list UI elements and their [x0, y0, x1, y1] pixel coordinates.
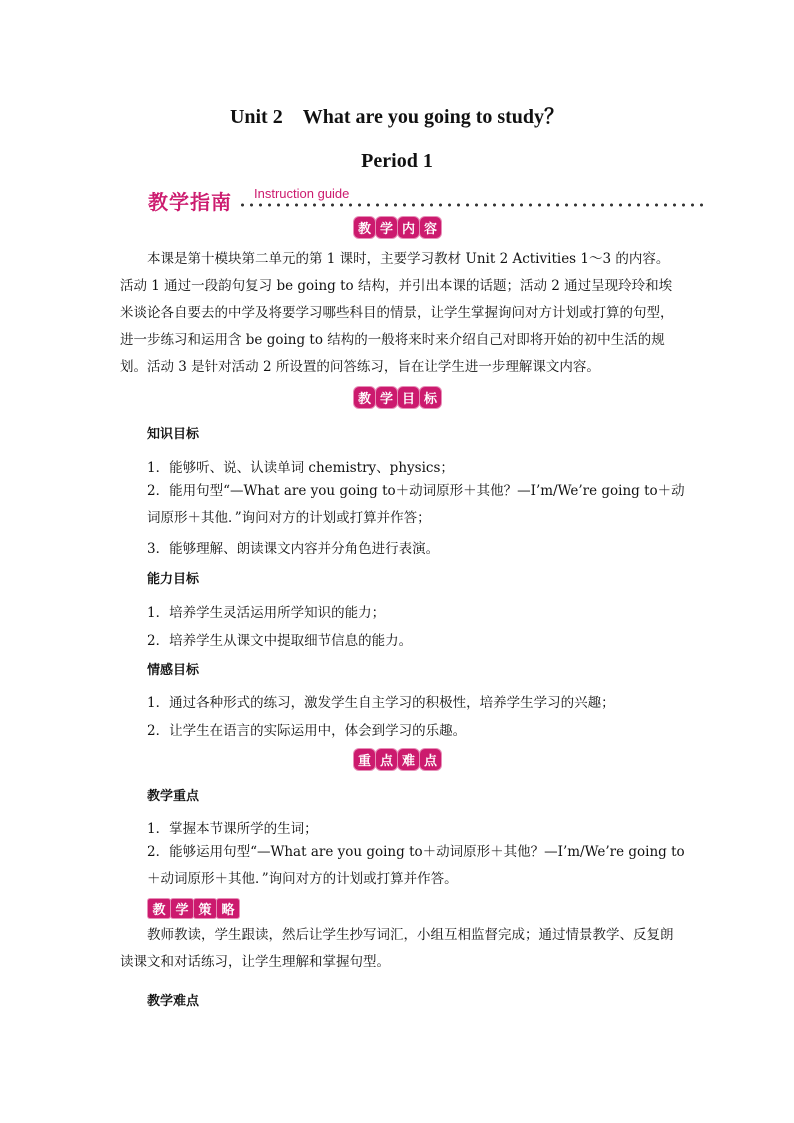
- content-paragraph: 本课是第十模块第二单元的第 1 课时，主要学习教材 Unit 2 Activities 1～3 的内容。活动 1 通过一段韵句复习 be going to 结构，并引出本课的话题；活动 2 通过呈现玲玲和埃米谈论各自要去的中学及将要学习哪些科目的情景，让学生掌握询问对方计划或打算的句型，进一步练习和运用含 be going to 结构的一般将来时来介绍自己对即将开始的初中生活的规划。活动 3 是针对活动 2 所设置的问答练习，旨在让学生进一步理解课文内容。: [120, 251, 674, 375]
- badge-char: 标: [420, 387, 441, 408]
- badge-char: 内: [398, 217, 419, 238]
- badge-char: 教: [148, 899, 170, 918]
- list-item: 3．能够理解、朗读课文内容并分角色进行表演。: [147, 541, 440, 557]
- list-item: 1．能够听、说、认读单词 chemistry、physics；: [147, 460, 454, 476]
- key-points-heading: 教学重点: [147, 789, 200, 804]
- instruction-guide-header: [148, 184, 718, 214]
- badge-char: 策: [194, 899, 216, 918]
- badge-char: 学: [171, 899, 193, 918]
- guide-en-label: Instruction guide: [254, 186, 350, 201]
- badge-char: 容: [420, 217, 441, 238]
- list-item-text: 2．能够运用句型“—What are you going to＋动词原形＋其他？—I’m/We’re going to＋动词原形＋其他．”询问对方的计划或打算并作答。: [147, 844, 685, 887]
- period-title: Period 1: [361, 150, 433, 172]
- page-title: Unit 2 What are you going to study？: [229, 106, 565, 128]
- list-item: 1．通过各种形式的练习，激发学生自主学习的积极性，培养学生学习的兴趣；: [147, 695, 615, 711]
- badge-teaching-strategy: [148, 899, 239, 918]
- badge-teaching-content: [354, 217, 441, 238]
- badge-char: 点: [420, 749, 441, 770]
- list-item-text: 2．能用句型“—What are you going to＋动词原形＋其他？—I’m/We’re going to＋动词原形＋其他．”询问对方的计划或打算并作答；: [147, 483, 685, 526]
- ability-heading: 能力目标: [147, 572, 200, 587]
- badge-char: 学: [376, 217, 397, 238]
- difficulty-heading: 教学难点: [147, 994, 200, 1009]
- dotted-divider: [238, 203, 708, 207]
- guide-cn-label: 教学指南: [148, 190, 232, 214]
- badge-char: 重: [354, 749, 375, 770]
- badge-char: 教: [354, 387, 375, 408]
- emotion-heading: 情感目标: [147, 663, 200, 678]
- list-item: 1．培养学生灵活运用所学知识的能力；: [147, 605, 386, 621]
- badge-char: 教: [354, 217, 375, 238]
- badge-char: 略: [217, 899, 239, 918]
- knowledge-heading: 知识目标: [147, 427, 200, 442]
- badge-teaching-goals: [354, 387, 441, 408]
- badge-key-difficult: [354, 749, 441, 770]
- list-item: [120, 478, 685, 532]
- list-item: 2．培养学生从课文中提取细节信息的能力。: [147, 633, 413, 649]
- badge-char: 难: [398, 749, 419, 770]
- badge-char: 学: [376, 387, 397, 408]
- badge-char: 点: [376, 749, 397, 770]
- list-item: 2．让学生在语言的实际运用中，体会到学习的乐趣。: [147, 723, 467, 739]
- badge-char: 目: [398, 387, 419, 408]
- strategy-paragraph: 教师教读，学生跟读，然后让学生抄写词汇，小组互相监督完成；通过情景教学、反复朗读课文和对话练习，让学生理解和掌握句型。: [120, 927, 674, 970]
- list-item: 1．掌握本节课所学的生词；: [147, 821, 318, 837]
- list-item: [120, 839, 685, 893]
